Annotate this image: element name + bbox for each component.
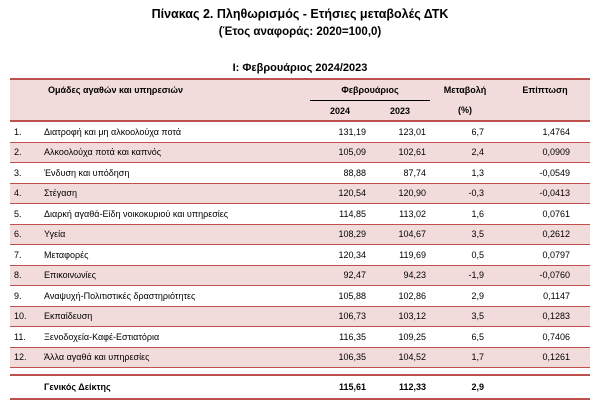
row-impact: 0,1147 — [500, 286, 590, 307]
table-header — [10, 79, 590, 121]
header-change: Μεταβολή — [430, 79, 500, 101]
row-change: 2,9 — [430, 286, 500, 307]
row-category: Διατροφή και μη αλκοολούχα ποτά — [40, 121, 310, 142]
row-value-2023: 103,12 — [370, 306, 430, 327]
row-value-2023: 104,52 — [370, 347, 430, 368]
row-change: 2,4 — [430, 142, 500, 163]
row-number: 8. — [10, 265, 40, 286]
row-number: 1. — [10, 121, 40, 142]
table-row — [10, 245, 590, 266]
row-category: Αλκοολούχα ποτά και καπνός — [40, 142, 310, 163]
row-value-2023: 104,67 — [370, 224, 430, 245]
row-number: 11. — [10, 327, 40, 348]
row-value-2024: 116,35 — [310, 327, 370, 348]
row-impact: 0,0797 — [500, 245, 590, 266]
row-impact: -0,0413 — [500, 183, 590, 204]
row-category: Στέγαση — [40, 183, 310, 204]
row-impact: 0,1261 — [500, 347, 590, 368]
row-number: 5. — [10, 204, 40, 225]
total-blank — [10, 375, 40, 399]
row-number: 3. — [10, 163, 40, 184]
row-number: 9. — [10, 286, 40, 307]
header-groups: Ομάδες αγαθών και υπηρεσιών — [40, 79, 310, 101]
row-value-2024: 88,88 — [310, 163, 370, 184]
row-impact: 1,4764 — [500, 121, 590, 142]
table-row — [10, 265, 590, 286]
row-impact: 0,0909 — [500, 142, 590, 163]
total-value-2024: 115,61 — [310, 375, 370, 399]
row-value-2024: 105,09 — [310, 142, 370, 163]
row-change: -0,3 — [430, 183, 500, 204]
total-change: 2,9 — [430, 375, 500, 399]
row-value-2024: 92,47 — [310, 265, 370, 286]
total-value-2023: 112,33 — [370, 375, 430, 399]
header-blank-2 — [10, 101, 40, 122]
table-row — [10, 306, 590, 327]
row-number: 10. — [10, 306, 40, 327]
row-impact: -0,0760 — [500, 265, 590, 286]
total-impact-blank — [500, 375, 590, 399]
row-category: Επικοινωνίες — [40, 265, 310, 286]
row-value-2024: 105,88 — [310, 286, 370, 307]
row-impact: 0,0761 — [500, 204, 590, 225]
row-change: -1,9 — [430, 265, 500, 286]
row-value-2023: 94,23 — [370, 265, 430, 286]
row-value-2023: 102,86 — [370, 286, 430, 307]
header-year-2024: 2024 — [310, 101, 370, 122]
row-category: Αναψυχή-Πολιτιστικές δραστηριότητες — [40, 286, 310, 307]
row-value-2023: 123,01 — [370, 121, 430, 142]
row-change: 6,5 — [430, 327, 500, 348]
table-row — [10, 204, 590, 225]
row-category: Ένδυση και υπόδηση — [40, 163, 310, 184]
table-row — [10, 327, 590, 348]
row-category: Εκπαίδευση — [40, 306, 310, 327]
row-change: 1,3 — [430, 163, 500, 184]
spacer-cell — [10, 368, 590, 376]
table-row — [10, 286, 590, 307]
total-row — [10, 375, 590, 399]
row-number: 12. — [10, 347, 40, 368]
row-value-2024: 106,73 — [310, 306, 370, 327]
header-year-2023: 2023 — [370, 101, 430, 122]
row-change: 1,6 — [430, 204, 500, 225]
row-value-2024: 131,19 — [310, 121, 370, 142]
table-subtitle: (Έτος αναφοράς: 2020=100,0) — [218, 26, 382, 38]
row-category: Υγεία — [40, 224, 310, 245]
row-value-2024: 114,85 — [310, 204, 370, 225]
header-blank — [10, 79, 40, 101]
row-change: 1,7 — [430, 347, 500, 368]
header-month: Φεβρουάριος — [310, 79, 430, 101]
table-body — [10, 121, 590, 399]
header-blank-4 — [500, 101, 590, 122]
table-row — [10, 224, 590, 245]
row-category: Ξενοδοχεία-Καφέ-Εστιατόρια — [40, 327, 310, 348]
row-category: Διαρκή αγαθά-Είδη νοικοκυριού και υπηρεσίες — [40, 204, 310, 225]
row-value-2023: 119,69 — [370, 245, 430, 266]
table-row — [10, 347, 590, 368]
total-label: Γενικός Δείκτης — [40, 375, 310, 399]
row-change: 6,7 — [430, 121, 500, 142]
inflation-table — [10, 78, 590, 400]
row-category: Άλλα αγαθά και υπηρεσίες — [40, 347, 310, 368]
header-impact: Επίπτωση — [500, 79, 590, 101]
header-blank-3 — [40, 101, 310, 122]
row-number: 6. — [10, 224, 40, 245]
row-value-2024: 106,35 — [310, 347, 370, 368]
row-impact: -0,0549 — [500, 163, 590, 184]
row-value-2023: 113,02 — [370, 204, 430, 225]
row-impact: 0,2612 — [500, 224, 590, 245]
table-row — [10, 142, 590, 163]
row-change: 3,5 — [430, 224, 500, 245]
row-value-2023: 102,61 — [370, 142, 430, 163]
table-row — [10, 121, 590, 142]
row-impact: 0,7406 — [500, 327, 590, 348]
table-title: Πίνακας 2. Πληθωρισμός - Ετήσιες μεταβολές ΔΤΚ — [151, 7, 449, 21]
table-row — [10, 183, 590, 204]
table-row — [10, 163, 590, 184]
row-value-2024: 120,34 — [310, 245, 370, 266]
section-heading: Ι: Φεβρουάριος 2024/2023 — [232, 62, 368, 74]
row-spacer — [10, 368, 590, 376]
row-value-2023: 87,74 — [370, 163, 430, 184]
row-value-2024: 120,54 — [310, 183, 370, 204]
row-category: Μεταφορές — [40, 245, 310, 266]
row-value-2024: 108,29 — [310, 224, 370, 245]
row-number: 7. — [10, 245, 40, 266]
row-value-2023: 120,90 — [370, 183, 430, 204]
row-change: 3,5 — [430, 306, 500, 327]
row-number: 2. — [10, 142, 40, 163]
row-value-2023: 109,25 — [370, 327, 430, 348]
header-change-unit: (%) — [430, 101, 500, 122]
row-change: 0,5 — [430, 245, 500, 266]
row-number: 4. — [10, 183, 40, 204]
row-impact: 0,1283 — [500, 306, 590, 327]
